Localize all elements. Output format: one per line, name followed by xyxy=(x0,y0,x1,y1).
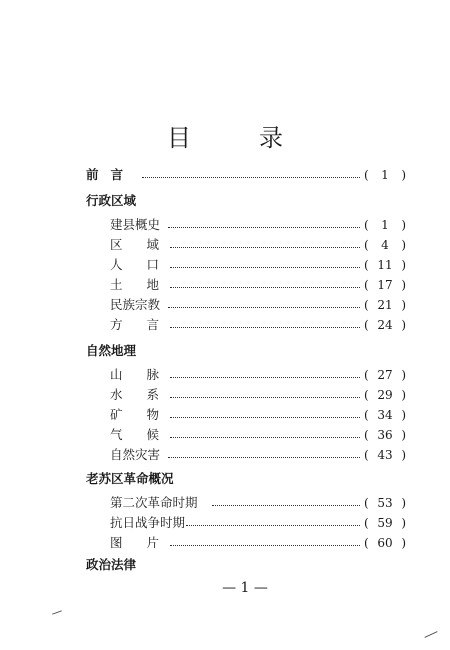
dot-leader xyxy=(142,177,360,178)
toc-entry[interactable] xyxy=(0,494,450,512)
dot-leader xyxy=(212,505,360,506)
dot-leader xyxy=(170,287,360,288)
toc-entry-label: 图片 xyxy=(110,535,184,550)
dot-leader xyxy=(170,247,360,248)
toc-entry[interactable] xyxy=(0,406,450,424)
toc-entry-page: ( 24 ) xyxy=(364,318,406,332)
scan-mark xyxy=(424,631,437,638)
dot-leader xyxy=(170,267,360,268)
dot-leader xyxy=(168,227,360,228)
toc-entry[interactable] xyxy=(0,446,450,464)
toc-entry-page: ( 43 ) xyxy=(364,448,406,462)
toc-entry-label: 山脉 xyxy=(110,367,184,382)
toc-entry-page: ( 36 ) xyxy=(364,428,406,442)
toc-entry[interactable] xyxy=(0,386,450,404)
toc-entry-page: ( 53 ) xyxy=(364,496,406,510)
toc-entry[interactable] xyxy=(0,514,450,532)
toc-entry-page: ( 4 ) xyxy=(364,238,406,252)
toc-entry-label: 建县概史 xyxy=(110,217,161,232)
toc-entry[interactable] xyxy=(0,366,450,384)
scan-mark xyxy=(52,610,62,614)
toc-entry-label: 水系 xyxy=(110,387,184,402)
dot-leader xyxy=(170,397,360,398)
toc-entry-page: ( 1 ) xyxy=(364,218,406,232)
toc-entry-label: 气候 xyxy=(110,427,184,442)
toc-entry[interactable] xyxy=(0,276,450,294)
toc-entry-label: 前言 xyxy=(86,167,136,182)
toc-entry-page: ( 21 ) xyxy=(364,298,406,312)
dot-leader xyxy=(170,545,360,546)
toc-entry-page: ( 29 ) xyxy=(364,388,406,402)
toc-entry[interactable] xyxy=(0,236,450,254)
dot-leader xyxy=(170,377,360,378)
section-heading-geo: 自然地理 xyxy=(86,343,137,358)
toc-entry-page: ( 60 ) xyxy=(364,536,406,550)
toc-entry[interactable] xyxy=(0,216,450,234)
dot-leader xyxy=(170,417,360,418)
toc-entry-label: 方言 xyxy=(110,317,184,332)
dot-leader xyxy=(186,525,360,526)
toc-entry[interactable] xyxy=(0,534,450,552)
title-char-2: 录 xyxy=(259,124,283,152)
toc-entry-label: 区域 xyxy=(110,237,184,252)
toc-entry-label: 自然灾害 xyxy=(110,447,161,462)
title-char-1: 目 xyxy=(167,124,191,152)
toc-entry[interactable] xyxy=(0,426,450,444)
section-heading-admin: 行政区域 xyxy=(86,193,137,208)
section-heading-revolution: 老苏区革命概况 xyxy=(86,471,174,486)
toc-entry[interactable] xyxy=(0,256,450,274)
toc-entry-page: ( 11 ) xyxy=(364,258,406,272)
toc-entry-label: 矿物 xyxy=(110,407,184,422)
toc-entry-label: 第二次革命时期 xyxy=(110,495,198,510)
toc-entry-label: 抗日战争时期 xyxy=(110,515,186,530)
dot-leader xyxy=(168,457,360,458)
dot-leader xyxy=(170,437,360,438)
toc-entry-label: 民族宗教 xyxy=(110,297,161,312)
toc-entry-label: 土地 xyxy=(110,277,184,292)
dot-leader xyxy=(170,327,360,328)
toc-entry-foreword[interactable] xyxy=(0,166,450,184)
toc-entry-page: ( 27 ) xyxy=(364,368,406,382)
dot-leader xyxy=(168,307,360,308)
toc-entry-page: ( 1 ) xyxy=(364,168,406,182)
section-heading-law: 政治法律 xyxy=(86,557,137,572)
page-title xyxy=(0,118,450,153)
toc-entry-label: 人口 xyxy=(110,257,184,272)
toc-entry-page: ( 59 ) xyxy=(364,516,406,530)
page-number: — 1 — xyxy=(222,580,268,596)
toc-entry-page: ( 34 ) xyxy=(364,408,406,422)
toc-entry-page: ( 17 ) xyxy=(364,278,406,292)
toc-entry[interactable] xyxy=(0,316,450,334)
toc-entry[interactable] xyxy=(0,296,450,314)
